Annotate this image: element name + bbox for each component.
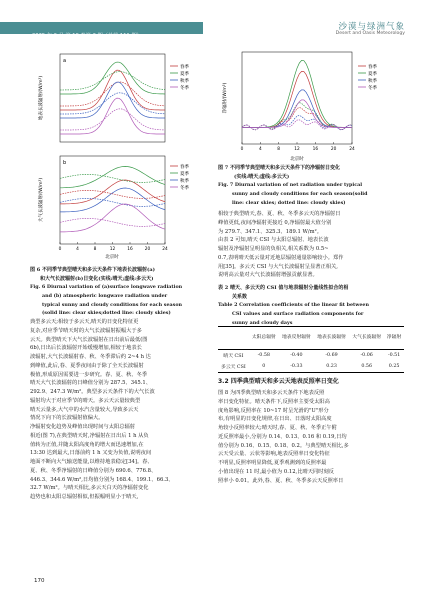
table-row: [218, 350, 404, 362]
table2-title: 表 2 晴天、多云天的 CSI 值与地表辐射分量线性拟合的相 关系数: [218, 285, 349, 300]
text-line: 6b),日出后长波辐射开始缓慢增加,相较于地表长: [30, 345, 142, 352]
table-header-cell: 地表长波辐射: [314, 327, 349, 350]
x-tick-label: 4: [258, 147, 262, 152]
table-cell: -0.06: [360, 353, 373, 358]
fig6-panel-a: [37, 54, 189, 142]
text-line: 波辐射,大气长波辐射春、秋、冬季滞后约 2~4 h 达: [30, 354, 151, 360]
text-line: 由表 2 可知,晴天 CSI 与太阳总辐射、地表长波: [218, 237, 329, 244]
journal-title-en: Desert and Oasis Meteorology: [335, 31, 405, 36]
series-line: [60, 70, 165, 110]
table-header-cell: [218, 327, 249, 350]
right-column-text-2: [218, 389, 404, 485]
journal-issue-bar: [0, 22, 203, 39]
text-line: 13:30 达到最大,日落前约 1 h 又变为负值,说明夜间: [30, 450, 152, 457]
legend-label: 冬季: [368, 85, 377, 91]
text-line: 布,有明显的日变化规律,在日出、日落时太阳高度: [218, 416, 332, 423]
fig7-xlabel: 北京时: [290, 157, 304, 162]
svg-text:a: a: [63, 58, 67, 64]
table-header-cell: 大气长波辐射: [349, 327, 384, 350]
series-line: [242, 71, 352, 127]
text-line: 近反照率最小,分别为 0.14、0.13、0.16 和 0.19,日均: [218, 433, 347, 440]
table-cell: 0.25: [384, 361, 404, 373]
series-line: [60, 198, 165, 206]
svg-text:b: b: [63, 160, 67, 166]
text-line: 复杂,对应季节晴天时的大气长波辐射振幅大于多: [30, 327, 142, 334]
table-cell: 晴天 CSI: [223, 354, 244, 359]
issue-info: 2025 年 6 月 第 19 卷第 3 期（总第 111 期）: [32, 33, 142, 39]
text-line: 地面不断向大气输送能量,以维持地表稳定[34]。春、: [30, 459, 153, 465]
right-column-text-1: [218, 210, 404, 280]
text-line: 相近(图 7),在典型晴天时,净辐射在日出后 1 h 从负: [30, 432, 149, 439]
table-cell: 0.23: [314, 361, 349, 373]
fig6-ylabel-b: 大气长波辐射/(W/m²): [39, 177, 44, 223]
fig6-caption-en: Fig. 6 Diurnal variation of (a)surface longwave radiation and (b) atmospheric longwave radiation under typical sunny and cloudy conditions for each season (solid line: clear skies;dotted line: cloudy skies): [30, 284, 183, 317]
x-tick-label: 8: [277, 147, 281, 152]
text-line: 率日变化特征。晴天条件下,反照率主要受太阳高: [218, 398, 330, 405]
x-tick-label: 4: [76, 247, 79, 252]
text-line: 晴天大气长波辐射的日峰值分别为 287.5、345.1、: [30, 380, 151, 387]
x-tick-label: 0: [58, 247, 62, 252]
series-line: [60, 93, 165, 114]
table-cell: -0.33: [279, 361, 314, 373]
x-tick-label: 8: [93, 247, 97, 252]
figure-6-chart: [30, 44, 212, 262]
text-line: 为 279.7、347.1、325.3、189.1 W/m²。: [218, 228, 322, 235]
text-line: 到峰值,此后,春、夏季夜间由于除了全天长波辐射: [30, 362, 144, 369]
legend-label: 秋季: [180, 78, 189, 84]
text-line: 图 8 为四季典型晴天和多云天条件下地表反照: [218, 390, 325, 396]
text-line: 云天受云量、云状等影响,地表反照率日变化特征: [218, 451, 330, 458]
table-cell: 0: [249, 361, 279, 373]
page-number: 170: [34, 578, 45, 584]
text-line: 292.9、247.3 W/m²。典型多云天条件下的大气长波: [30, 389, 155, 395]
text-line: 极值,形成原因需要进一步研究。春、夏、秋、冬季: [30, 371, 148, 378]
text-line: 不明显,反照率明显降低,夏季观测到的反照率最: [218, 460, 327, 466]
legend-label: 春季: [368, 64, 377, 70]
left-column-text: [30, 318, 212, 502]
table-header-cell: 地表反射辐射: [279, 327, 314, 350]
text-line: 情况下向下的长波辐射值偏大。: [30, 415, 104, 422]
text-line: 辐射均大于对应季节的晴天。多云天云量较典型: [30, 397, 141, 404]
legend-label: 冬季: [180, 85, 189, 91]
table-header-cell: 太阳总辐射: [249, 327, 279, 350]
x-tick-label: 20: [330, 147, 337, 152]
x-tick-label: 12: [109, 247, 116, 252]
legend-label: 春季: [180, 64, 189, 70]
legend-label: 夏季: [180, 171, 189, 177]
table2-title-en: Table 2 Correlation coefficients of the linear fit between CSI values and surface radiation components for sunny and cloudy days: [218, 302, 369, 326]
series-line: [60, 82, 165, 118]
series-line: [60, 174, 165, 182]
x-tick-label: 16: [312, 147, 319, 152]
text-line: 净辐射变化趋势及峰值出现时间与太阳总辐射: [30, 424, 135, 430]
text-line: 峰值更低,夜间净辐射更接近 0,净辐射最大值分别: [218, 219, 332, 226]
text-line: 角较小反照率较大;晴天时,春、夏、秋、冬季正午附: [218, 425, 337, 431]
text-line: 辐射及净辐射呈明显的负相关,相关系数为 0.5~: [218, 246, 329, 252]
legend-label: 夏季: [368, 71, 377, 77]
journal-title-cn: 沙漠与绿洲气象: [338, 22, 405, 32]
text-line: 晴天云量多,大气中的水汽含量较大,导致多云天: [30, 406, 139, 413]
table-cell: 多云天 CSI: [218, 361, 249, 373]
text-line: 值分别为 0.16、0.15、0.18、0.2。与典型晴天相比,多: [218, 442, 349, 449]
fig7-ylabel: 净辐射/(W/m²): [223, 82, 228, 114]
legend-label: 秋季: [368, 78, 377, 84]
series-line: [60, 190, 165, 198]
x-tick-label: 0: [240, 147, 244, 152]
table-cell: -0.51: [387, 353, 401, 358]
x-tick-label: 16: [127, 247, 133, 252]
table-row: [218, 361, 404, 373]
x-tick-label: 24: [162, 247, 168, 252]
fig7-caption-en: Fig. 7 Diurnal variation of net radiation under typical sunny and cloudy conditions for each season(solid line: clear skies; dotted line: cloudy skies): [218, 182, 368, 206]
text-line: 夏、秋、冬季净辐射的日峰值分别为 690.6、776.8、: [30, 467, 157, 474]
series-line: [60, 109, 165, 130]
fig6-xlabel: 北京时: [105, 255, 119, 260]
series-line: [242, 60, 352, 127]
section-title: 3.2 四季典型晴天和多云天地表反照率日变化: [218, 378, 339, 385]
text-line: 32.7 W/m²。与晴天相比,多云天白天的净辐射变化: [30, 485, 149, 492]
text-line: 0.7,表明晴天低云量对近地层辐射通量影响较小。郑作: [218, 254, 344, 261]
text-line: 小值出现在 11 时,最小值为 0.12,比晴天同时刻反: [218, 468, 334, 475]
table-header-cell: 净辐射: [384, 327, 404, 350]
text-line: 典型多云天;相较于多云天,晴天的日变化特征更: [30, 319, 139, 325]
legend-label: 春季: [180, 164, 189, 170]
legend-label: 秋季: [180, 178, 189, 184]
fig6-ylabel-a: 地表长波辐射/(W/m²): [39, 75, 44, 121]
text-line: 度角影响,反照率在 10~17 时呈光滑的"U"形分: [218, 407, 329, 414]
figure-7-chart: [218, 44, 400, 162]
series-line: [60, 180, 165, 204]
text-line: 说明高云量对大气长波辐射增强贡献显著。: [218, 272, 318, 279]
text-line: 相较于典型晴天,春、夏、秋、冬季多云天的净辐射日: [218, 211, 341, 217]
x-tick-label: 12: [294, 147, 300, 152]
fig6-panel-b: [37, 156, 189, 260]
x-tick-label: 20: [144, 247, 151, 252]
text-line: 照率小 0.01。此外,春、夏、秋、冬季多云天反照率日: [218, 477, 344, 484]
text-line: 云天。典型晴天下大气长波辐射在日出前后最低(图: [30, 336, 148, 343]
table2: [218, 326, 404, 373]
table-cell: -0.58: [257, 353, 270, 358]
series-line: [242, 120, 352, 130]
legend-label: 冬季: [180, 185, 189, 191]
text-line: 值转为正值,并随太阳高度角的增大而迅速增加,在: [30, 441, 144, 448]
table-cell: -0.40: [290, 353, 303, 358]
table-cell: -0.69: [325, 353, 338, 358]
legend-label: 夏季: [180, 71, 189, 77]
table-cell: 0.56: [349, 361, 384, 373]
series-line: [242, 100, 352, 128]
text-line: 446.3、344.6 W/m²,日均值分别为 168.4、199.1、66.3、: [30, 476, 174, 483]
series-line: [242, 90, 352, 128]
fig6-caption: 图 6 不同季节典型晴天和多云天条件下地表长波辐射(a) 和大气长波辐射(b)日变化(实线:晴天;虚线:多云天): [30, 267, 155, 282]
text-line: 趋势也和太阳总辐射相似,但振幅明显小于晴天,: [30, 494, 139, 500]
fig7-caption: 图 7 不同季节典型晴天和多云天条件下的净辐射日变化 (实线:晴天;虚线:多云天): [218, 165, 340, 180]
x-tick-label: 24: [349, 147, 355, 152]
series-line: [60, 98, 165, 134]
text-line: 用[35]。多云天 CSI 与大气长波辐射呈显著正相关,: [218, 263, 338, 270]
series-line: [60, 204, 165, 232]
